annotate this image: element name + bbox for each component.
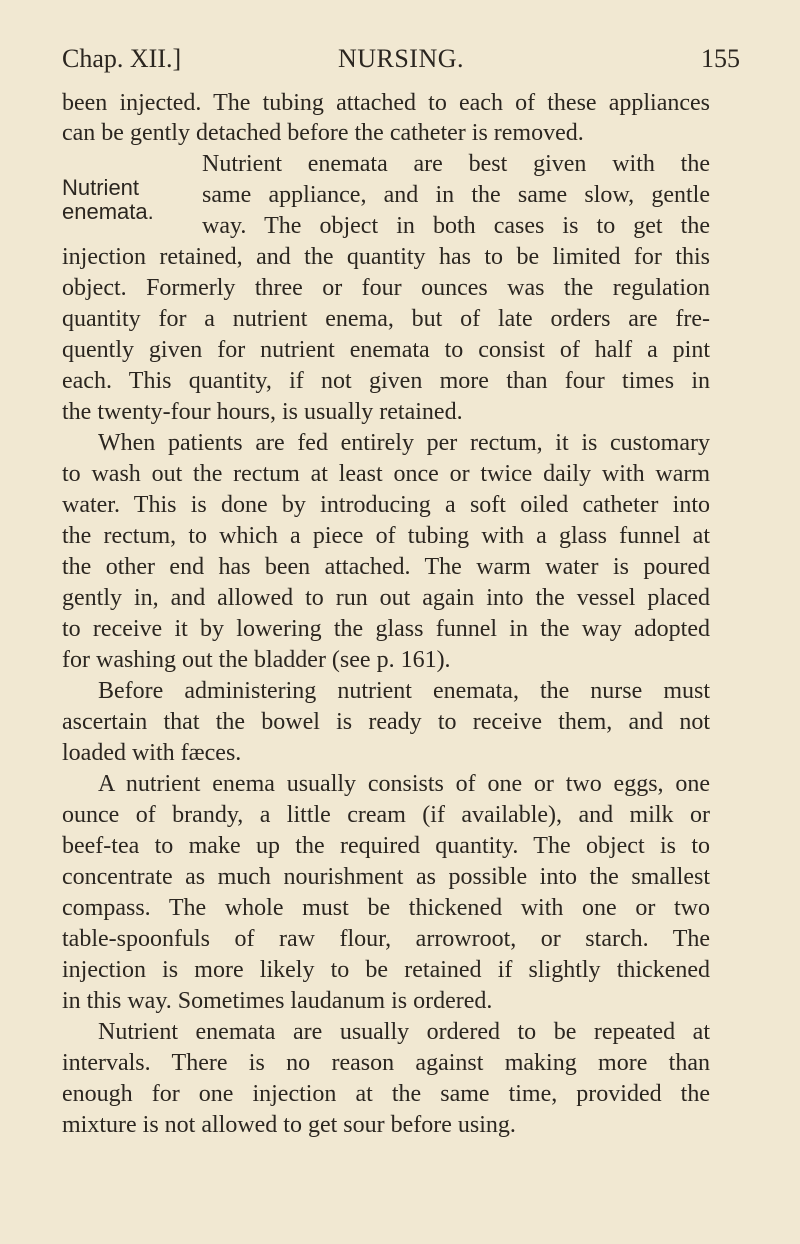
- text-line: can be gently detached before the catheter is removed.: [62, 120, 584, 146]
- text-line: in this way. Sometimes laudanum is ordered.: [62, 988, 493, 1014]
- text-line: quently given for nutrient enemata to consist of half a pint: [62, 337, 710, 363]
- text-line: ounce of brandy, a little cream (if available), and milk or: [62, 802, 710, 828]
- text-line: water. This is done by introducing a soft oiled catheter into: [62, 492, 710, 518]
- text-line: injection retained, and the quantity has to be limited for this: [62, 244, 710, 270]
- running-head: [62, 44, 740, 80]
- text-line: ascertain that the bowel is ready to receive them, and not: [62, 709, 710, 735]
- page-number: 155: [701, 44, 740, 73]
- text-line: When patients are fed entirely per rectum, it is customary: [98, 430, 710, 456]
- margin-note: [62, 176, 192, 224]
- text-line: been injected. The tubing attached to each of these appliances: [62, 90, 710, 116]
- text-line: beef-tea to make up the required quantity. The object is to: [62, 833, 710, 859]
- text-line: gently in, and allowed to run out again into the vessel placed: [62, 585, 710, 611]
- margin-note-line: enemata.: [62, 199, 154, 224]
- text-line: loaded with fæces.: [62, 740, 242, 766]
- text-line: the rectum, to which a piece of tubing with a glass funnel at: [62, 523, 710, 549]
- text-line: quantity for a nutrient enema, but of late orders are fre-: [62, 306, 710, 332]
- text-line: table-spoonfuls of raw flour, arrowroot, or starch. The: [62, 926, 710, 952]
- running-title: NURSING.: [337, 44, 465, 73]
- text-line: intervals. There is no reason against making more than: [62, 1050, 710, 1076]
- text-line: the other end has been attached. The warm water is poured: [62, 554, 710, 580]
- text-line: enough for one injection at the same time, provided the: [62, 1081, 710, 1107]
- text-line: way. The object in both cases is to get the: [202, 213, 710, 239]
- text-line: the twenty-four hours, is usually retained.: [62, 399, 463, 425]
- text-line: compass. The whole must be thickened with one or two: [62, 895, 710, 921]
- text-line: Nutrient enemata are usually ordered to be repeated at: [98, 1019, 710, 1045]
- margin-note-line: Nutrient: [62, 175, 140, 200]
- text-line: object. Formerly three or four ounces was the regulation: [62, 275, 710, 301]
- text-line: Nutrient enemata are best given with the: [202, 151, 710, 177]
- text-line: each. This quantity, if not given more than four times in: [62, 368, 710, 394]
- chapter-label: Chap. XII.]: [62, 44, 182, 73]
- text-line: mixture is not allowed to get sour before using.: [62, 1112, 516, 1138]
- text-line: same appliance, and in the same slow, gentle: [202, 182, 710, 208]
- text-line: to wash out the rectum at least once or twice daily with warm: [62, 461, 710, 487]
- text-line: to receive it by lowering the glass funnel in the way adopted: [62, 616, 710, 642]
- text-line: A nutrient enema usually consists of one or two eggs, one: [98, 771, 710, 797]
- text-line: concentrate as much nourishment as possible into the smallest: [62, 864, 710, 890]
- text-line: Before administering nutrient enemata, the nurse must: [98, 678, 710, 704]
- text-line: injection is more likely to be retained if slightly thickened: [62, 957, 710, 983]
- text-line: for washing out the bladder (see p. 161).: [62, 647, 451, 673]
